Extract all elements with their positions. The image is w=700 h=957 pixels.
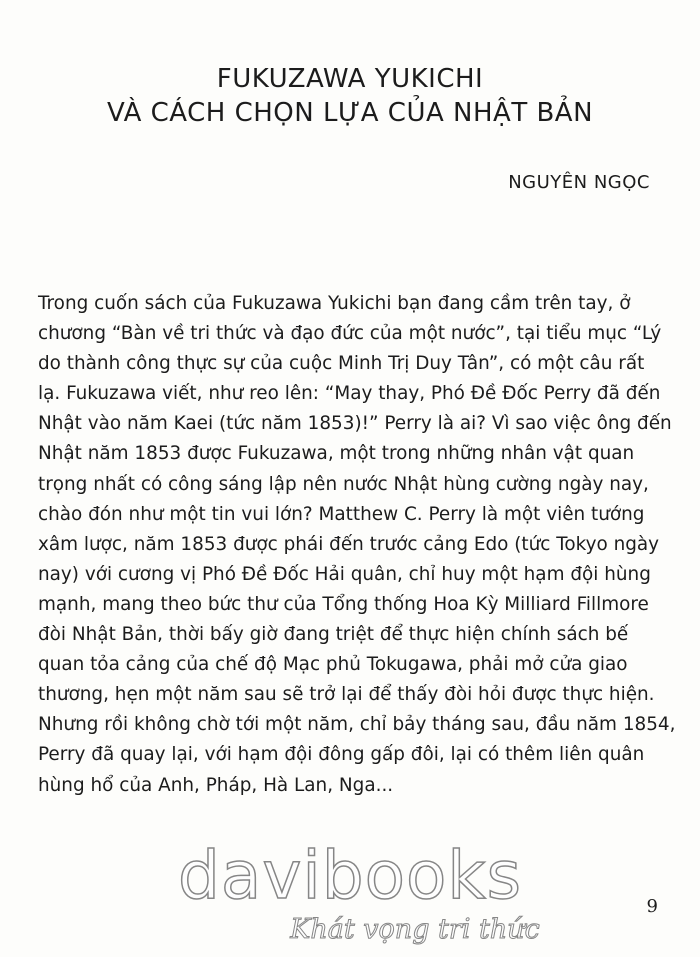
text-line: Nhật năm 1853 được Fukuzawa, một trong những nhân vật quan — [38, 443, 635, 465]
body-paragraph — [38, 289, 678, 801]
text-line: Perry đã quay lại, với hạm đội đông gấp đôi, lại có thêm liên quân — [38, 744, 645, 766]
text-line: do thành công thực sự của cuộc Minh Trị Duy Tân”, có một câu rất — [38, 353, 645, 375]
author-name: NGUYÊN NGỌC — [508, 172, 650, 193]
page-number: 9 — [646, 896, 658, 917]
text-line: hùng hổ của Anh, Pháp, Hà Lan, Nga... — [38, 774, 394, 796]
text-line: đòi Nhật Bản, thời bấy giờ đang triệt để thực hiện chính sách bế — [38, 624, 629, 646]
text-line: chào đón như một tin vui lớn? Matthew C. Perry là một viên tướng — [38, 503, 645, 525]
text-line: Nhưng rồi không chờ tới một năm, chỉ bảy tháng sau, đầu năm 1854, — [38, 714, 676, 736]
text-line: trọng nhất có công sáng lập nên nước Nhật hùng cường ngày nay, — [38, 473, 649, 495]
text-line: lạ. Fukuzawa viết, như reo lên: “May thay, Phó Đề Đốc Perry đã đến — [38, 383, 661, 405]
watermark-slogan: Khát vọng tri thức — [290, 914, 540, 945]
text-line: Nhật vào năm Kaei (tức năm 1853)!” Perry là ai? Vì sao việc ông đến — [38, 413, 672, 435]
text-line: nay) với cương vị Phó Đề Đốc Hải quân, chỉ huy một hạm đội hùng — [38, 563, 651, 585]
chapter-title-line-2: VÀ CÁCH CHỌN LỰA CỦA NHẬT BẢN — [106, 98, 594, 128]
watermark — [0, 838, 700, 946]
chapter-title — [0, 62, 700, 130]
text-line: chương “Bàn về tri thức và đạo đức của một nước”, tại tiểu mục “Lý — [38, 323, 662, 345]
watermark-brand: davibooks — [178, 837, 522, 914]
text-line: thương, hẹn một năm sau sẽ trở lại để thấy đòi hỏi được thực hiện. — [38, 684, 655, 706]
text-line: quan tỏa cảng của chế độ Mạc phủ Tokugawa, phải mở cửa giao — [38, 654, 628, 676]
text-line: mạnh, mang theo bức thư của Tổng thống Hoa Kỳ Milliard Fillmore — [38, 593, 649, 615]
chapter-title-line-1: FUKUZAWA YUKICHI — [216, 64, 484, 94]
text-line: Trong cuốn sách của Fukuzawa Yukichi bạn đang cầm trên tay, ở — [38, 293, 631, 314]
text-line: xâm lược, năm 1853 được phái đến trước cảng Edo (tức Tokyo ngày — [38, 533, 660, 555]
